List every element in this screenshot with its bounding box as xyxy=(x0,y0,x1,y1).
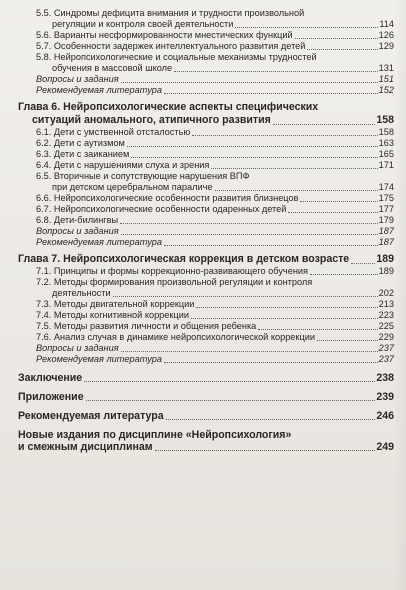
toc-entry-6-7 xyxy=(18,204,394,215)
toc-page-number: 213 xyxy=(378,299,394,309)
toc-chapter-title-cont: ситуаций аномального, атипичного развития xyxy=(32,114,271,126)
toc-entry-5-8-line1 xyxy=(18,52,394,63)
dot-leader xyxy=(191,318,378,319)
toc-entry-title: 7.5. Методы развития личности и общения ребенка xyxy=(36,321,257,331)
dot-leader xyxy=(295,38,378,39)
dot-leader xyxy=(258,329,377,330)
toc-entry-7-1 xyxy=(18,266,394,277)
toc-entry-6-1 xyxy=(18,127,394,138)
toc-entry-6-3 xyxy=(18,149,394,160)
show-through-text xyxy=(10,520,405,572)
toc-entry-6-5-line1 xyxy=(18,171,394,182)
dot-leader xyxy=(166,419,376,420)
dot-leader xyxy=(310,274,378,275)
toc-conclusion xyxy=(18,372,394,384)
toc-entry-title: Рекомендуемая литература xyxy=(36,237,163,247)
toc-entry-title: 5.6. Варианты несформированности мнестических функций xyxy=(36,30,293,40)
toc-entry-title: 6.7. Нейропсихологические особенности одаренных детей xyxy=(36,204,287,214)
toc-page-number: 187 xyxy=(378,237,394,247)
toc-entry-title: 6.8. Дети-билингвы xyxy=(36,215,119,225)
toc-page-number: 163 xyxy=(378,138,394,148)
toc-page-number: 237 xyxy=(378,343,394,353)
dot-leader xyxy=(121,82,378,83)
dot-leader xyxy=(288,212,377,213)
toc-recommended-literature xyxy=(18,410,394,422)
toc-entry-title: 6.4. Дети с нарушениями слуха и зрения xyxy=(36,160,210,170)
toc-page-number: 174 xyxy=(378,182,394,192)
toc-chapter-6 xyxy=(18,114,394,127)
toc-entry-title: 5.8. Нейропсихологические и социальные механизмы трудностей xyxy=(36,52,317,62)
toc-new-editions xyxy=(18,441,394,453)
toc-page-number: 158 xyxy=(378,127,394,137)
dot-leader xyxy=(164,362,378,363)
toc-entry-literature-7 xyxy=(18,354,394,365)
toc-page-number: 152 xyxy=(378,85,394,95)
toc-section-title: Рекомендуемая литература xyxy=(18,410,164,422)
dot-leader xyxy=(317,340,378,341)
toc-entry-5-5 xyxy=(18,19,394,30)
dot-leader xyxy=(84,381,375,382)
toc-entry-title: Вопросы и задания xyxy=(36,74,119,84)
toc-chapter-title: Глава 7. Нейропсихологическая коррекция в детском возрасте xyxy=(18,253,350,265)
toc-entry-title: Вопросы и задания xyxy=(36,343,119,353)
toc-entry-questions-7 xyxy=(18,343,394,354)
dot-leader xyxy=(211,168,377,169)
toc-entry-6-2 xyxy=(18,138,394,149)
toc-page-number: 131 xyxy=(378,63,394,73)
toc-entry-literature-6 xyxy=(18,237,394,248)
toc-chapter-7 xyxy=(18,253,394,266)
toc-page-number: 171 xyxy=(378,160,394,170)
toc-page-number: 237 xyxy=(378,354,394,364)
dot-leader xyxy=(164,245,378,246)
toc-page-number: 246 xyxy=(376,410,394,422)
toc-section-title-cont: и смежным дисциплинам xyxy=(18,441,153,453)
toc-entry-6-4 xyxy=(18,160,394,171)
toc-entry-title: 6.5. Вторичные и сопутствующие нарушения ВПФ xyxy=(36,171,250,181)
toc-entry-title: 6.3. Дети с заиканием xyxy=(36,149,130,159)
toc-entry-title: 6.6. Нейропсихологические особенности развития близнецов xyxy=(36,193,299,203)
toc-entry-title: 7.6. Анализ случая в динамике нейропсихологической коррекции xyxy=(36,332,315,342)
toc-page-number: 189 xyxy=(378,266,394,276)
toc-page-number: 229 xyxy=(378,332,394,342)
toc-entry-title-cont: обучения в массовой школе xyxy=(52,63,173,73)
toc-new-editions-line1 xyxy=(18,429,394,441)
toc-entry-title: 6.2. Дети с аутизмом xyxy=(36,138,125,148)
dot-leader xyxy=(127,146,378,147)
dot-leader xyxy=(131,157,377,158)
dot-leader xyxy=(215,190,378,191)
toc-page-number: 223 xyxy=(378,310,394,320)
dot-leader xyxy=(121,351,378,352)
toc-page-number: 225 xyxy=(378,321,394,331)
toc-entry-title: Рекомендуемая литература xyxy=(36,85,163,95)
toc-chapter-6-line1 xyxy=(18,101,394,114)
dot-leader xyxy=(273,124,376,125)
toc-section-title: Приложение xyxy=(18,391,84,403)
toc-section-title: Новые издания по дисциплине «Нейропсихология» xyxy=(18,429,292,441)
toc-entry-6-6 xyxy=(18,193,394,204)
dot-leader xyxy=(121,234,378,235)
dot-leader xyxy=(192,135,377,136)
toc-entry-6-8 xyxy=(18,215,394,226)
toc-entry-title: Рекомендуемая литература xyxy=(36,354,163,364)
toc-page-number: 249 xyxy=(376,441,394,453)
toc-page-number: 177 xyxy=(378,204,394,214)
dot-leader xyxy=(174,71,378,72)
toc-page-number: 238 xyxy=(376,372,394,384)
toc-page-number: 165 xyxy=(378,149,394,159)
toc-entry-title: 7.1. Принципы и формы коррекционно-развивающего обучения xyxy=(36,266,308,276)
toc-entry-literature-5 xyxy=(18,85,394,96)
toc-entry-6-5 xyxy=(18,182,394,193)
toc-entry-7-2-line1 xyxy=(18,277,394,288)
toc-entry-title-cont: при детском церебральном параличе xyxy=(52,182,213,192)
toc-page-number: 126 xyxy=(378,30,394,40)
toc-page-number: 179 xyxy=(378,215,394,225)
toc-entry-5-5-line1 xyxy=(18,8,394,19)
toc-entry-7-6 xyxy=(18,332,394,343)
toc-section-title: Заключение xyxy=(18,372,83,384)
toc-entry-5-7 xyxy=(18,41,394,52)
toc-entry-5-8 xyxy=(18,63,394,74)
dot-leader xyxy=(307,49,377,50)
toc-entry-title-cont: деятельности xyxy=(52,288,111,298)
dot-leader xyxy=(196,307,377,308)
toc-appendix xyxy=(18,391,394,403)
toc-page-number: 129 xyxy=(378,41,394,51)
toc-page-number: 151 xyxy=(378,74,394,84)
toc-page-number: 175 xyxy=(378,193,394,203)
toc-page-number: 189 xyxy=(376,253,394,265)
toc-entry-title: 6.1. Дети с умственной отсталостью xyxy=(36,127,191,137)
dot-leader xyxy=(113,296,378,297)
table-of-contents xyxy=(18,8,394,453)
toc-entry-7-3 xyxy=(18,299,394,310)
toc-entry-5-6 xyxy=(18,30,394,41)
toc-entry-title-cont: регуляции и контроля своей деятельности xyxy=(52,19,234,29)
toc-entry-title: 7.3. Методы двигательной коррекции xyxy=(36,299,195,309)
toc-entry-7-5 xyxy=(18,321,394,332)
toc-entry-questions-6 xyxy=(18,226,394,237)
toc-entry-questions-5 xyxy=(18,74,394,85)
toc-page-number: 158 xyxy=(376,114,394,126)
toc-entry-7-2 xyxy=(18,288,394,299)
toc-page-number: 202 xyxy=(378,288,394,298)
dot-leader xyxy=(235,27,378,28)
dot-leader xyxy=(351,263,375,264)
toc-page-number: 114 xyxy=(379,19,394,29)
dot-leader xyxy=(300,201,377,202)
dot-leader xyxy=(86,400,376,401)
dot-leader xyxy=(120,223,378,224)
toc-entry-title: 7.4. Методы когнитивной коррекции xyxy=(36,310,189,320)
toc-entry-7-4 xyxy=(18,310,394,321)
page-edge-shadow xyxy=(394,0,406,590)
toc-page-number: 239 xyxy=(376,391,394,403)
dot-leader xyxy=(155,450,376,451)
toc-page-number: 187 xyxy=(378,226,394,236)
toc-entry-title: 7.2. Методы формирования произвольной регуляции и контроля xyxy=(36,277,313,287)
dot-leader xyxy=(164,93,378,94)
toc-entry-title: Вопросы и задания xyxy=(36,226,119,236)
toc-entry-title: 5.5. Синдромы дефицита внимания и трудности произвольной xyxy=(36,8,305,18)
toc-entry-title: 5.7. Особенности задержек интеллектуального развития детей xyxy=(36,41,306,51)
toc-chapter-title: Глава 6. Нейропсихологические аспекты специфических xyxy=(18,101,319,113)
